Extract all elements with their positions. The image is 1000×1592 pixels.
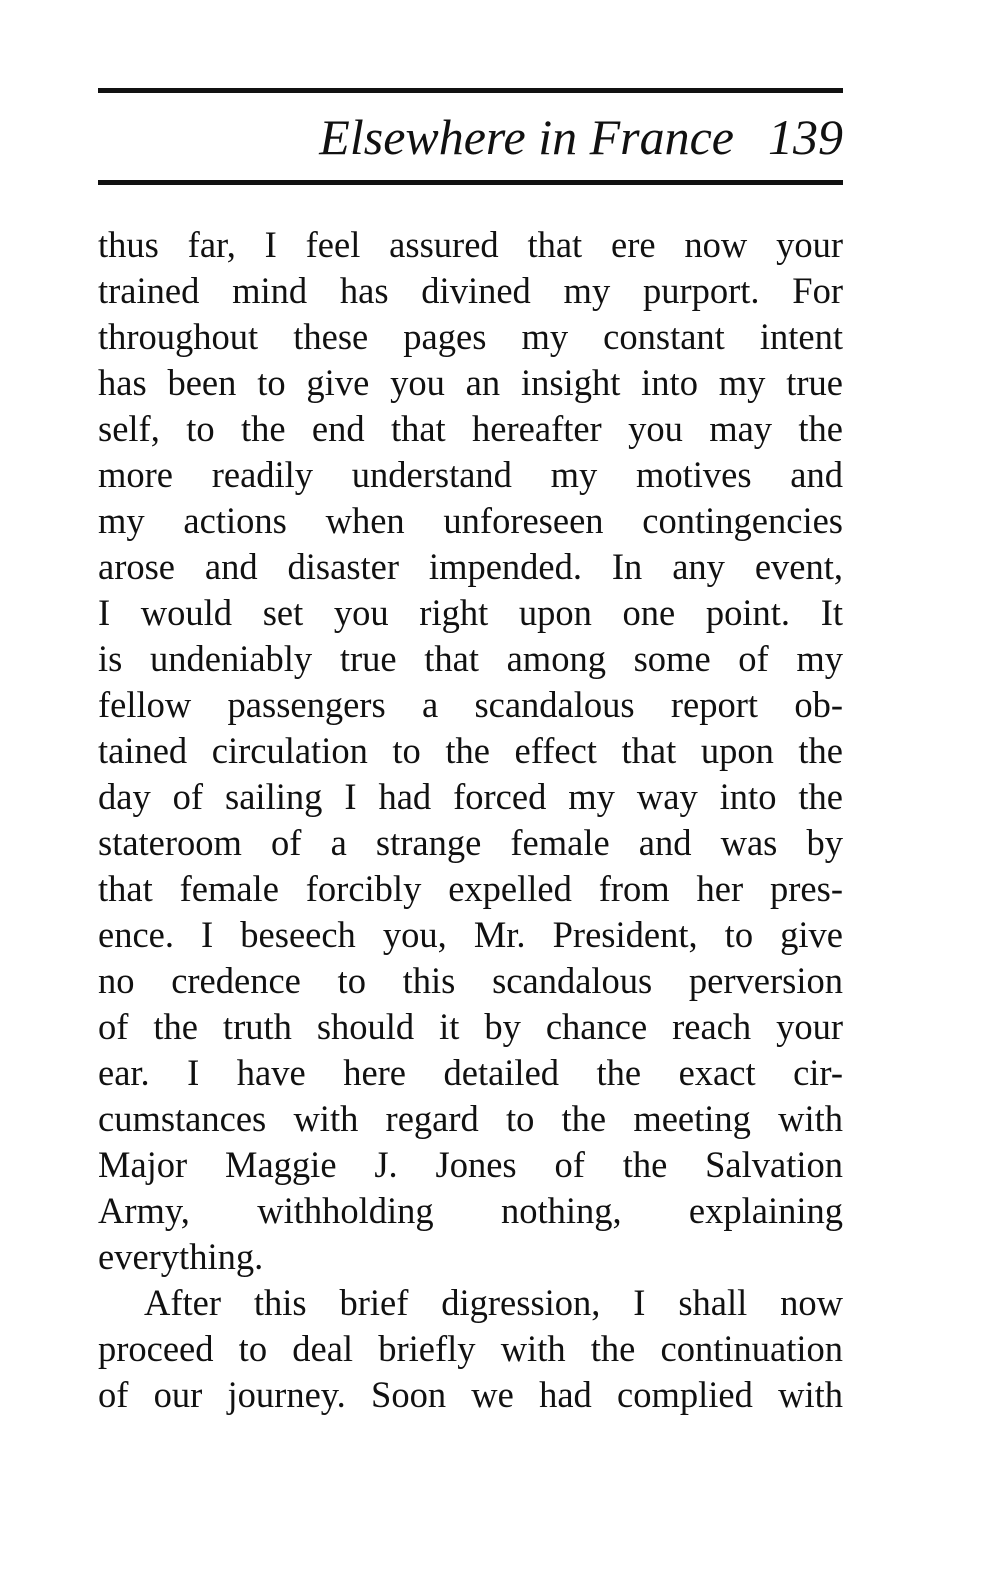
text-line: is undeniably true that among some of my	[98, 638, 843, 679]
text-line: arose and disaster impended. In any event,	[98, 546, 843, 587]
header-rule-top	[98, 88, 843, 93]
running-head	[98, 102, 843, 172]
body-text	[98, 222, 843, 1418]
text-line: more readily understand my motives and	[98, 454, 843, 495]
text-line: that female forcibly expelled from her pres-	[98, 868, 843, 909]
text-line: Major Maggie J. Jones of the Salvation	[98, 1144, 843, 1185]
text-line: ence. I beseech you, Mr. President, to give	[98, 914, 843, 955]
text-line: of the truth should it by chance reach your	[98, 1006, 843, 1047]
text-line: proceed to deal briefly with the continuation	[98, 1328, 843, 1369]
text-line: cumstances with regard to the meeting with	[98, 1098, 843, 1139]
text-line: has been to give you an insight into my true	[98, 362, 843, 403]
text-line: tained circulation to the effect that upon the	[98, 730, 843, 771]
text-line: After this brief digression, I shall now	[144, 1282, 843, 1323]
text-line: self, to the end that hereafter you may the	[98, 408, 843, 449]
paragraph-2	[98, 1280, 843, 1418]
text-line: stateroom of a strange female and was by	[98, 822, 843, 863]
paragraph-1	[98, 222, 843, 1280]
text-line: ear. I have here detailed the exact cir-	[98, 1052, 843, 1093]
text-line: I would set you right upon one point. It	[98, 592, 843, 633]
text-line: fellow passengers a scandalous report ob-	[98, 684, 843, 725]
running-head-title: Elsewhere in France	[319, 109, 734, 165]
text-line: throughout these pages my constant intent	[98, 316, 843, 357]
text-line: trained mind has divined my purport. For	[98, 270, 843, 311]
text-line: everything.	[98, 1236, 264, 1277]
page-number: 139	[768, 109, 843, 165]
text-line: of our journey. Soon we had complied with	[98, 1374, 843, 1415]
text-line: Army, withholding nothing, explaining	[98, 1190, 843, 1231]
text-line: thus far, I feel assured that ere now your	[98, 224, 843, 265]
header-rule-bottom	[98, 180, 843, 185]
text-line: day of sailing I had forced my way into the	[98, 776, 843, 817]
text-line: no credence to this scandalous perversion	[98, 960, 843, 1001]
text-line: my actions when unforeseen contingencies	[98, 500, 843, 541]
